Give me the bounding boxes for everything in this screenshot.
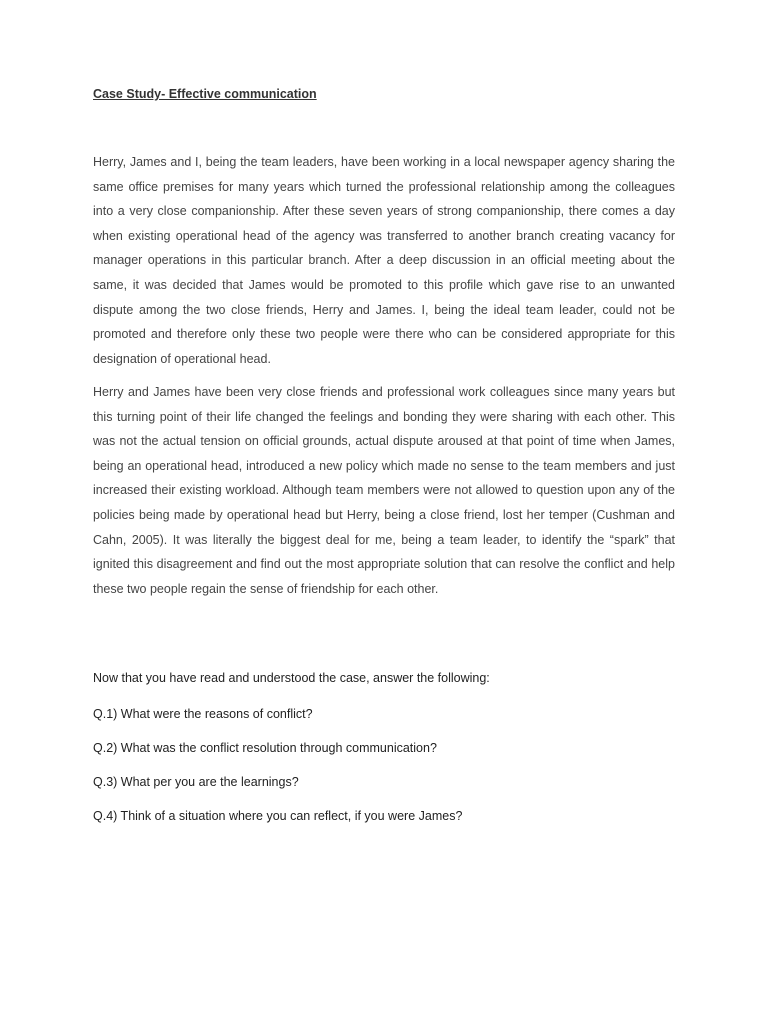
question-3: Q.3) What per you are the learnings? <box>93 775 299 789</box>
question-prompt: Now that you have read and understood the case, answer the following: <box>93 671 490 685</box>
question-2: Q.2) What was the conflict resolution through communication? <box>93 741 437 755</box>
document-title: Case Study- Effective communication <box>93 87 317 101</box>
paragraph-1: Herry, James and I, being the team leaders, have been working in a local newspaper agency sharing the same office premises for many years which turned the professional relationship among the colleagues into a very close companionship. After these seven years of strong companionship, there comes a day when existing operational head of the agency was transferred to another branch creating vacancy for manager operations in this particular branch. After a deep discussion in an official meeting about the same, it was decided that James would be promoted to this profile which gave rise to an unwanted dispute among the two close friends, Herry and James. I, being the ideal team leader, could not be promoted and therefore only these two people were there who can be considered appropriate for this designation of operational head. <box>93 155 675 366</box>
paragraph-2: Herry and James have been very close friends and professional work colleagues since many years but this turning point of their life changed the feelings and bonding they were sharing with each other. This was not the actual tension on official grounds, actual dispute aroused at that point of time when James, being an operational head, introduced a new policy which made no sense to the team members and just increased their existing workload. Although team members were not allowed to question upon any of the policies being made by operational head but Herry, being a close friend, lost her temper (Cushman and Cahn, 2005). It was literally the biggest deal for me, being a team leader, to identify the “spark” that ignited this disagreement and find out the most appropriate solution that can resolve the conflict and help these two people regain the sense of friendship for each other. <box>93 385 675 596</box>
question-1: Q.1) What were the reasons of conflict? <box>93 707 313 721</box>
question-list <box>93 705 462 841</box>
question-4: Q.4) Think of a situation where you can reflect, if you were James? <box>93 809 463 823</box>
